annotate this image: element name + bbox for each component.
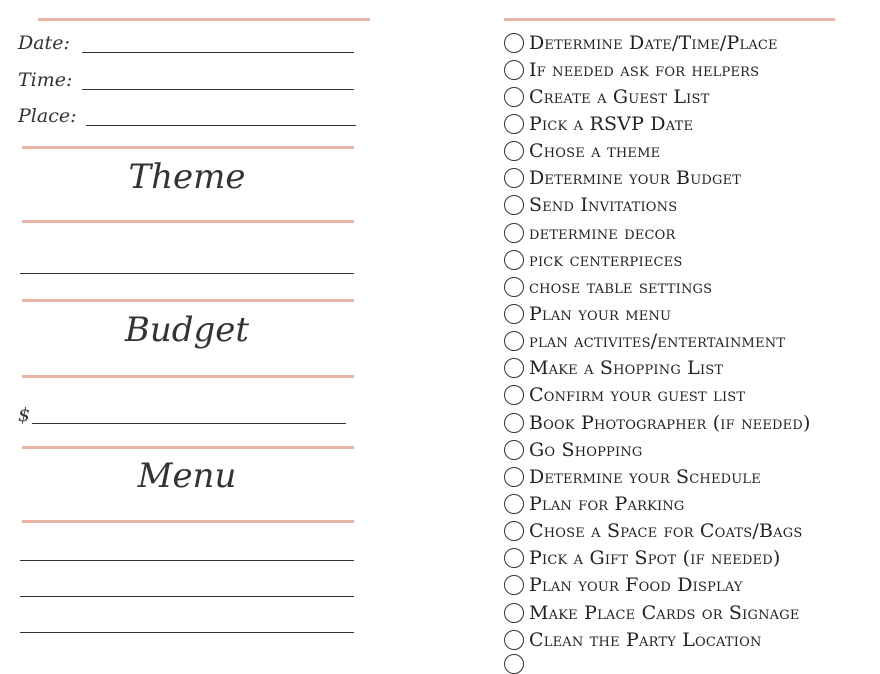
checkbox[interactable] xyxy=(504,440,524,460)
checkbox[interactable] xyxy=(504,277,524,297)
checklist-item[interactable] xyxy=(504,29,811,56)
checklist-item[interactable] xyxy=(504,463,811,490)
checklist-item[interactable] xyxy=(504,382,811,409)
checklist-item[interactable] xyxy=(504,56,811,83)
checklist-item[interactable] xyxy=(504,110,811,137)
checklist-item[interactable] xyxy=(504,273,811,300)
budget-field[interactable] xyxy=(32,423,346,424)
date-label: Date: xyxy=(18,32,70,54)
theme-bottom-rule xyxy=(22,220,354,223)
checklist-item-label: Plan your menu xyxy=(529,302,672,325)
time-label: Time: xyxy=(18,69,73,91)
menu-field-1[interactable] xyxy=(20,560,354,561)
checkbox[interactable] xyxy=(504,575,524,595)
checkbox[interactable] xyxy=(504,223,524,243)
checkbox[interactable] xyxy=(504,60,524,80)
checkbox[interactable] xyxy=(504,521,524,541)
checklist-item[interactable] xyxy=(504,626,811,653)
checklist-item[interactable] xyxy=(504,436,811,463)
theme-top-rule xyxy=(22,146,354,149)
checklist-item[interactable] xyxy=(504,300,811,327)
checkbox[interactable] xyxy=(504,548,524,568)
checkbox[interactable] xyxy=(504,385,524,405)
checklist-item[interactable] xyxy=(504,246,811,273)
checklist-item-label: Create a Guest List xyxy=(529,85,710,108)
menu-heading: Menu xyxy=(137,456,237,496)
checklist-item[interactable] xyxy=(504,518,811,545)
checklist-item-label: Clean the Party Location xyxy=(529,628,762,651)
checkbox[interactable] xyxy=(504,168,524,188)
top-right-rule xyxy=(504,18,835,21)
checklist-item[interactable] xyxy=(504,138,811,165)
checklist-item[interactable] xyxy=(504,219,811,246)
checklist-item-label: Pick a Gift Spot (if needed) xyxy=(529,547,781,570)
place-label: Place: xyxy=(18,105,77,127)
theme-field[interactable] xyxy=(20,273,354,274)
checklist-item-label: Chose a theme xyxy=(529,140,661,163)
checkbox[interactable] xyxy=(504,250,524,270)
checklist-item[interactable] xyxy=(504,192,811,219)
checklist-item[interactable] xyxy=(504,490,811,517)
dollar-sign: $ xyxy=(18,404,31,426)
checkbox[interactable] xyxy=(504,603,524,623)
checklist-item[interactable] xyxy=(504,409,811,436)
checklist-item[interactable] xyxy=(504,545,811,572)
checklist-item-label: If needed ask for helpers xyxy=(529,58,760,81)
menu-field-3[interactable] xyxy=(20,632,354,633)
checkbox[interactable] xyxy=(504,630,524,650)
time-field[interactable] xyxy=(82,89,354,90)
checklist-item-label: plan activites/entertainment xyxy=(529,330,786,353)
checklist-item-label: Pick a RSVP Date xyxy=(529,112,694,135)
checkbox[interactable] xyxy=(504,195,524,215)
checklist-item-label: Make a Shopping List xyxy=(529,357,724,380)
budget-heading: Budget xyxy=(124,310,250,350)
checklist-item[interactable] xyxy=(504,599,811,626)
checkbox-partial xyxy=(504,654,524,674)
checkbox[interactable] xyxy=(504,331,524,351)
checkbox[interactable] xyxy=(504,467,524,487)
checklist-item-label: determine decor xyxy=(529,221,676,244)
checkbox[interactable] xyxy=(504,87,524,107)
theme-heading: Theme xyxy=(128,157,246,197)
checklist-item[interactable] xyxy=(504,328,811,355)
checkbox[interactable] xyxy=(504,358,524,378)
checklist-item-label: Plan your Food Display xyxy=(529,574,743,597)
budget-top-rule xyxy=(22,299,354,302)
checklist-item-label: Determine your Budget xyxy=(529,167,742,190)
checkbox[interactable] xyxy=(504,114,524,134)
checklist-item[interactable] xyxy=(504,572,811,599)
checklist-item-label: Make Place Cards or Signage xyxy=(529,601,800,624)
checklist-item[interactable] xyxy=(504,165,811,192)
checklist-item-label: Go Shopping xyxy=(529,438,643,461)
budget-bottom-rule xyxy=(22,375,354,378)
checkbox[interactable] xyxy=(504,141,524,161)
checklist-item-label: Confirm your guest list xyxy=(529,384,746,407)
checkbox[interactable] xyxy=(504,304,524,324)
checklist-item[interactable] xyxy=(504,83,811,110)
checklist-item-label: Chose a Space for Coats/Bags xyxy=(529,520,803,543)
checklist-item-label: Send Invitations xyxy=(529,194,678,217)
checklist-item-label: chose table settings xyxy=(529,275,713,298)
checklist-item-label: Book Photographer (if needed) xyxy=(529,411,811,434)
checklist-item[interactable] xyxy=(504,355,811,382)
menu-top-rule xyxy=(22,446,354,449)
place-field[interactable] xyxy=(86,125,356,126)
checklist-item-label: Determine Date/Time/Place xyxy=(529,31,778,54)
checkbox[interactable] xyxy=(504,413,524,433)
menu-field-2[interactable] xyxy=(20,596,354,597)
checklist-item-label: Determine your Schedule xyxy=(529,465,761,488)
checklist-item-label: pick centerpieces xyxy=(529,248,683,271)
checklist-item-label: Plan for Parking xyxy=(529,492,685,515)
date-field[interactable] xyxy=(82,52,354,53)
checkbox[interactable] xyxy=(504,494,524,514)
menu-bottom-rule xyxy=(22,520,354,523)
checkbox[interactable] xyxy=(504,33,524,53)
party-checklist xyxy=(504,29,811,653)
top-left-rule xyxy=(38,18,370,21)
